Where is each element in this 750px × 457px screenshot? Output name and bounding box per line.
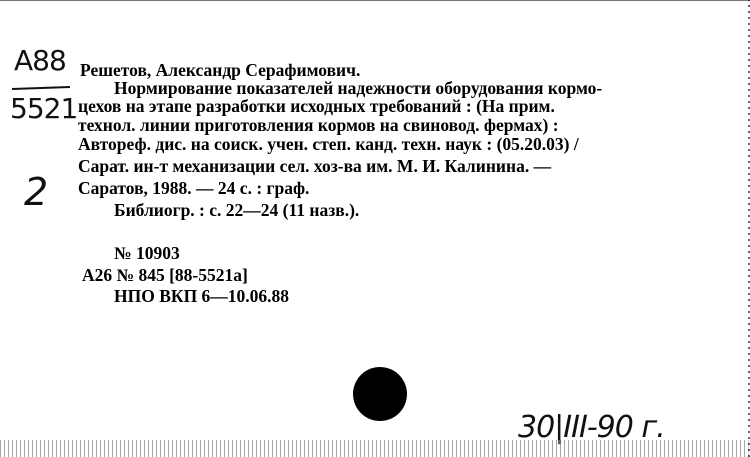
entry-line-7: Библиогр. : с. 22—24 (11 назв.).: [114, 200, 360, 220]
shelfmark-divider: [12, 86, 70, 90]
entry-line-6: Саратов, 1988. — 24 с. : граф.: [78, 178, 310, 198]
accession-number: № 10903: [114, 243, 180, 263]
punch-hole: [353, 367, 407, 421]
entry-line-2: цехов на этапе разработки исходных требований : (На прим.: [78, 96, 555, 116]
shelfmark-top: А88: [14, 44, 66, 77]
index-number: А26 № 845 [88-5521а]: [82, 265, 248, 285]
handwritten-date: 30|III-90 г.: [518, 410, 665, 445]
printer-info: НПО ВКП 6—10.06.88: [114, 286, 290, 306]
entry-line-3: технол. линии приготовления кормов на свиновод. фермах) :: [78, 115, 559, 135]
shelfmark-bottom: 5521: [10, 92, 78, 125]
author-heading: Решетов, Александр Серафимович.: [80, 60, 361, 80]
entry-line-5: Сарат. ин-т механизации сел. хоз-ва им. М. И. Калинина. —: [78, 156, 552, 176]
top-border: [0, 0, 750, 1]
bottom-noise: [0, 440, 750, 457]
entry-line-1: Нормирование показателей надежности оборудования кормо-: [114, 78, 603, 98]
handwritten-note: 2: [24, 170, 49, 214]
entry-line-4: Автореф. дис. на соиск. учен. степ. канд. техн. наук : (05.20.03) /: [78, 134, 579, 154]
